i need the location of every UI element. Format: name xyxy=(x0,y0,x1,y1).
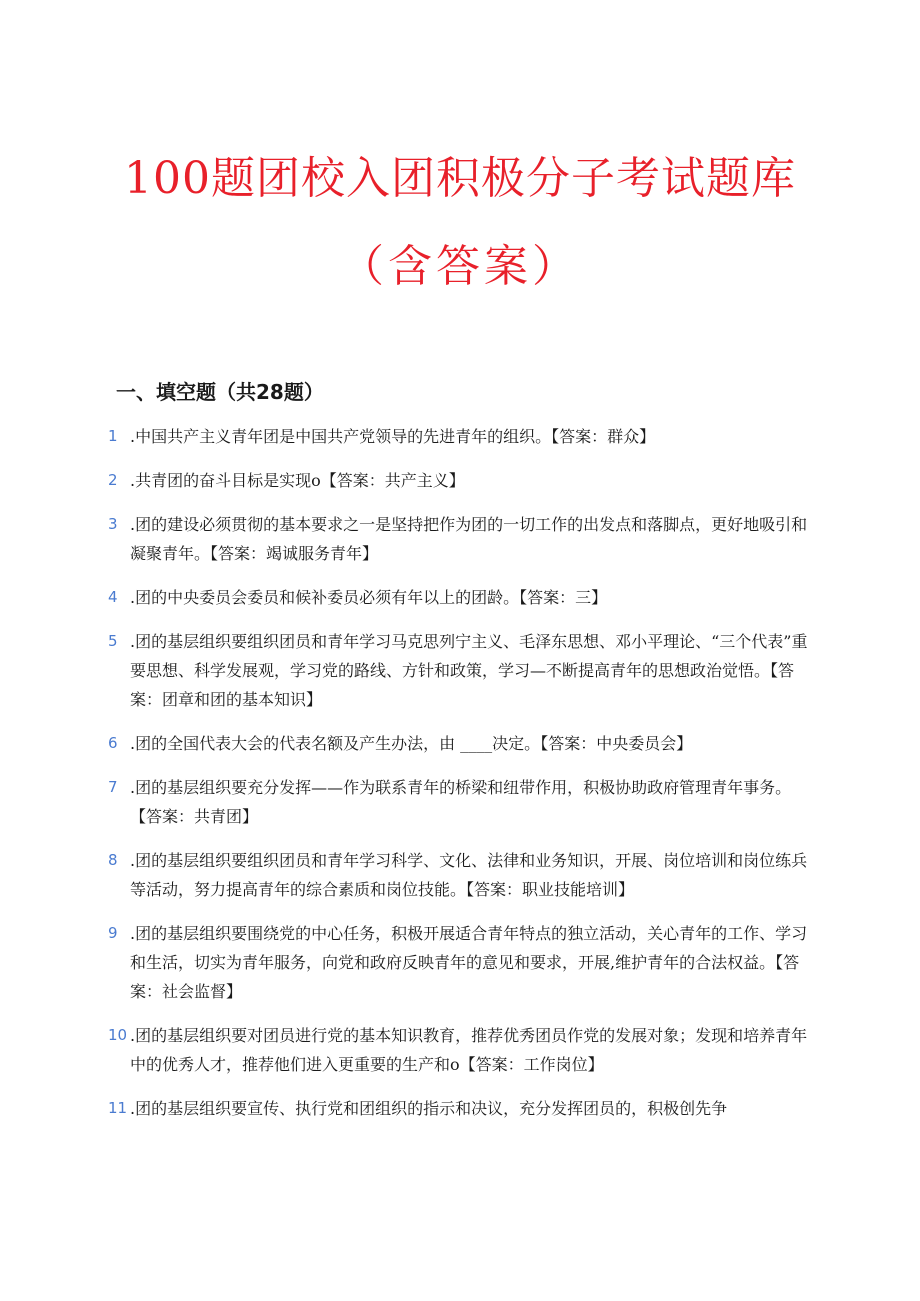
question-answer: 【答案：工作岗位】 xyxy=(459,1055,604,1074)
question-answer: 【答案：共产主义】 xyxy=(320,471,465,490)
question-text: .团的中央委员会委员和候补委员必须有年以上的团龄。 xyxy=(130,588,520,607)
question-item xyxy=(108,510,808,568)
question-text: .共青团的奋斗目标是实现o xyxy=(130,471,321,490)
question-text: .团的全国代表大会的代表名额及产生办法，由 ____决定。 xyxy=(130,734,541,753)
question-number: 11 xyxy=(108,1099,128,1117)
question-item xyxy=(108,583,808,612)
question-text: .团的基层组织要围绕党的中心任务，积极开展适合青年特点的独立活动，关心青年的工作、学习和生活，切实为青年服务，向党和政府反映青年的意见和要求，开展,维护青年的合法权益。 xyxy=(130,924,808,972)
question-item xyxy=(108,1094,808,1123)
question-answer: 【答案：共青团】 xyxy=(130,807,259,826)
question-item xyxy=(108,846,808,904)
question-text: .团的基层组织要充分发挥——作为联系青年的桥梁和纽带作用，积极协助政府管理青年事务。 xyxy=(130,778,792,797)
question-number: 9 xyxy=(108,924,118,942)
question-answer: 【答案：中央委员会】 xyxy=(540,734,693,753)
question-answer: 【答案：职业技能培训】 xyxy=(466,880,635,899)
question-item xyxy=(108,919,808,1006)
question-number: 4 xyxy=(108,588,118,606)
section-heading: 一、填空题（共28题） xyxy=(116,380,324,404)
document-subtitle: （含答案） xyxy=(340,241,580,292)
question-answer: 【答案：三】 xyxy=(519,588,608,607)
question-answer: 【答案：团章和团的基本知识】 xyxy=(130,661,795,709)
document-title: 100题团校入团积极分子考试题库 xyxy=(124,153,796,204)
question-number: 7 xyxy=(108,778,118,796)
question-item xyxy=(108,1021,808,1079)
question-number: 2 xyxy=(108,471,118,489)
question-list xyxy=(108,422,808,1138)
question-text: .中国共产主义青年团是中国共产党领导的先进青年的组织。 xyxy=(130,427,552,446)
question-item xyxy=(108,729,808,758)
question-item xyxy=(108,773,808,831)
question-item xyxy=(108,466,808,495)
question-number: 6 xyxy=(108,734,118,752)
question-text: .团的基层组织要宣传、执行党和团组织的指示和决议，充分发挥团员的，积极创先争 xyxy=(130,1099,728,1118)
question-item xyxy=(108,627,808,714)
question-text: .团的基层组织要组织团员和青年学习马克思列宁主义、毛泽东思想、邓小平理论、“三个代表”重要思想、科学发展观，学习党的路线、方针和政策，学习—不断提高青年的思想政治觉悟。 xyxy=(130,632,808,680)
question-number: 8 xyxy=(108,851,118,869)
question-answer: 【答案：竭诚服务青年】 xyxy=(210,544,379,563)
question-item xyxy=(108,422,808,451)
question-number: 1 xyxy=(108,427,118,445)
question-number: 3 xyxy=(108,515,118,533)
question-answer: 【答案：群众】 xyxy=(551,427,656,446)
question-text: .团的基层组织要对团员进行党的基本知识教育，推荐优秀团员作党的发展对象；发现和培养青年中的优秀人才，推荐他们进入更重要的生产和o xyxy=(130,1026,808,1074)
question-number: 10 xyxy=(108,1026,128,1044)
question-answer: 【答案：社会监督】 xyxy=(130,953,800,1001)
question-number: 5 xyxy=(108,632,118,650)
question-text: .团的建设必须贯彻的基本要求之一是坚持把作为团的一切工作的出发点和落脚点，更好地吸引和凝聚青年。 xyxy=(130,515,808,563)
question-text: .团的基层组织要组织团员和青年学习科学、文化、法律和业务知识，开展、岗位培训和岗位练兵等活动，努力提高青年的综合素质和岗位技能。 xyxy=(130,851,808,899)
